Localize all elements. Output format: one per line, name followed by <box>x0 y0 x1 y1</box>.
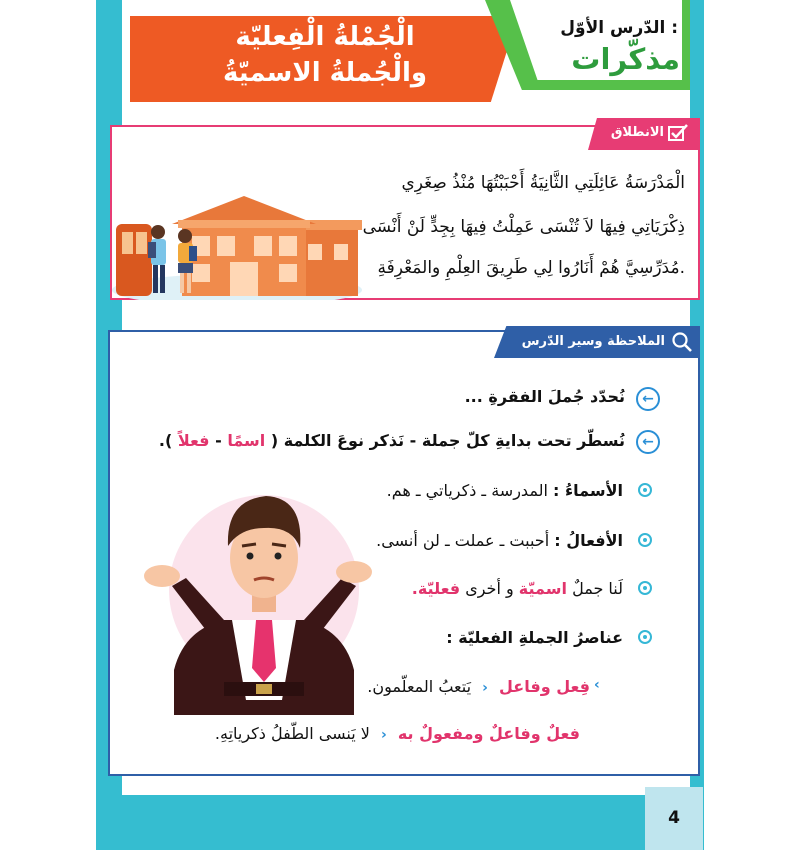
lesson-title-line1: الْجُمْلةُ الْفِعليّة <box>235 22 415 52</box>
lesson-name: مذكّرات <box>571 42 680 76</box>
example-1-inner-chevron-icon: ‹ <box>482 680 488 696</box>
example-1-chevron-icon: ‹ <box>594 677 600 693</box>
verbs-value: أحببت ـ عملت ـ لن أنسى. <box>376 531 550 550</box>
task-2-suffix: ). <box>158 431 173 450</box>
elements-label: عناصرُ الجملةِ الفعليّة : <box>446 628 623 647</box>
poem-line-1: الْمَدْرَسَةُ عَائِلَتِي الثَّانِيَةُ أَحْبَبْتُهَا مُنْذُ صِغَرِي <box>401 173 685 193</box>
magnifier-icon <box>671 331 693 353</box>
page-number: 4 <box>668 808 680 828</box>
sentences-nominal: اسميّة <box>518 579 567 598</box>
observation-section-label: الملاحظة وسير الدّرس <box>521 334 665 349</box>
elements-bullet <box>638 630 652 644</box>
nouns-label: الأسماءُ : <box>552 481 623 500</box>
sentences-bullet <box>638 581 652 595</box>
bottom-border-strip <box>96 795 704 850</box>
nouns-bullet <box>638 483 652 497</box>
task-1-arrow-icon: ← <box>636 387 660 411</box>
task-2-text <box>158 431 625 450</box>
start-section-label: الانطلاق <box>610 125 664 140</box>
example-2-chevron-icon: ‹ <box>380 727 387 743</box>
lesson-title-line2: والْجُملةُ الاسميّةُ <box>222 58 428 88</box>
example-2-row <box>214 724 580 743</box>
task-2-noun: اسمًا <box>227 431 266 450</box>
poem-line-3: مُدَرِّسِيَّ هُمْ أَنَارُوا لِي طَرِيقَ العِلْمِ والمَعْرِفَةِ. <box>377 258 685 278</box>
checkbox-icon <box>668 124 688 142</box>
example-1-value: يَتعبُ المعلّمون. <box>367 677 472 696</box>
task-2-sep: - <box>209 431 222 450</box>
sentences-row <box>400 579 623 598</box>
example-2-value: لا يَنسى الطّفلُ ذكرياتِهِ. <box>214 724 370 743</box>
task-2-arrow-icon: ← <box>636 430 660 454</box>
example-2-label: فعلٌ وفاعلٌ ومفعولٌ به <box>397 724 580 743</box>
verbs-bullet <box>638 533 652 547</box>
poem-line-2: ذِكْرَيَاتِي فِيهَا لاَ تُنْسَى عَمِلْتُ فِيهَا بِجِدٍّ لَنْ أَنْسَى <box>362 217 685 237</box>
verbs-row <box>370 531 623 550</box>
example-1-row <box>340 677 590 696</box>
sentences-verbal: فعليّة. <box>411 579 461 598</box>
task-2-verb: فعلاً <box>177 431 210 450</box>
school-illustration <box>112 192 362 300</box>
sentences-prefix: لَنا جملٌ <box>572 579 623 598</box>
confused-teacher-illustration <box>114 460 374 720</box>
task-1-text: نُحدّد جُملَ الفقرةِ ... <box>464 387 625 406</box>
example-1-label: فِعل وفاعل <box>499 677 590 696</box>
sentences-mid: و أخرى <box>465 579 514 598</box>
nouns-row <box>380 481 623 500</box>
task-2-prefix: نُسطّر تحت بدايةِ كلّ جملة - نَذكر نوعَ الكلمة ( <box>270 431 625 450</box>
verbs-label: الأفعالُ : <box>554 531 623 550</box>
lesson-number-label: الدّرس الأوّل : <box>560 18 678 38</box>
nouns-value: المدرسة ـ ذكرياتي ـ هم. <box>386 481 548 500</box>
